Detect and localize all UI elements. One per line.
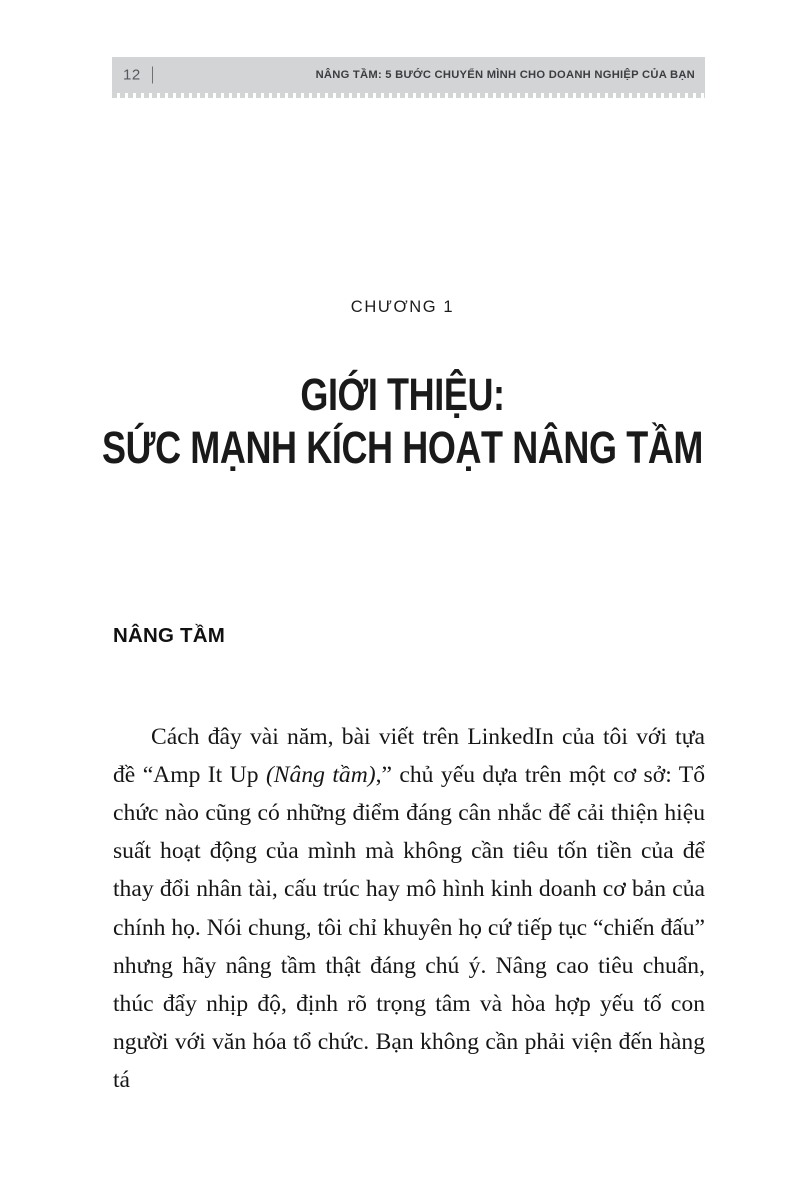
running-head-title: NÂNG TẦM: 5 BƯỚC CHUYỂN MÌNH CHO DOANH NGHIỆP CỦA BẠN: [315, 69, 695, 81]
section-heading: NÂNG TẦM: [113, 624, 226, 647]
chapter-label: CHƯƠNG 1: [350, 298, 455, 316]
chapter-title: [0, 369, 805, 473]
body-text-italic: (Nâng tầm): [265, 761, 376, 788]
body-text-part-2: ,” chủ yếu dựa trên một cơ sở: Tổ chức nào cũng có những điểm đáng cân nhắc để cải thiện hiệu suất hoạt động của mình mà không cần tiêu tốn tiền của để thay đổi nhân tài, cấu trúc hay mô hình kinh doanh cơ bản của chính họ. Nói chung, tôi chỉ khuyên họ cứ tiếp tục “chiến đấu” nhưng hãy nâng tầm thật đáng chú ý. Nâng cao tiêu chuẩn, thúc đẩy nhịp độ, định rõ trọng tâm và hòa hợp yếu tố con người với văn hóa tổ chức. Bạn không cần phải viện đến hàng tá: [113, 761, 705, 1094]
page-number-divider: [152, 67, 153, 84]
chapter-title-line-2: SỨC MẠNH KÍCH HOẠT NÂNG TẦM: [101, 422, 704, 473]
running-header-band: [112, 57, 705, 93]
body-text-part-1: Cách đây vài năm, bài viết trên LinkedIn của tôi với tựa đề “Amp It Up: [113, 723, 705, 788]
chapter-title-line-1: GIỚI THIỆU:: [300, 369, 505, 420]
page-number: 12: [123, 66, 141, 84]
running-header-perforated-edge: [112, 93, 705, 98]
body-paragraph: [113, 718, 705, 1100]
